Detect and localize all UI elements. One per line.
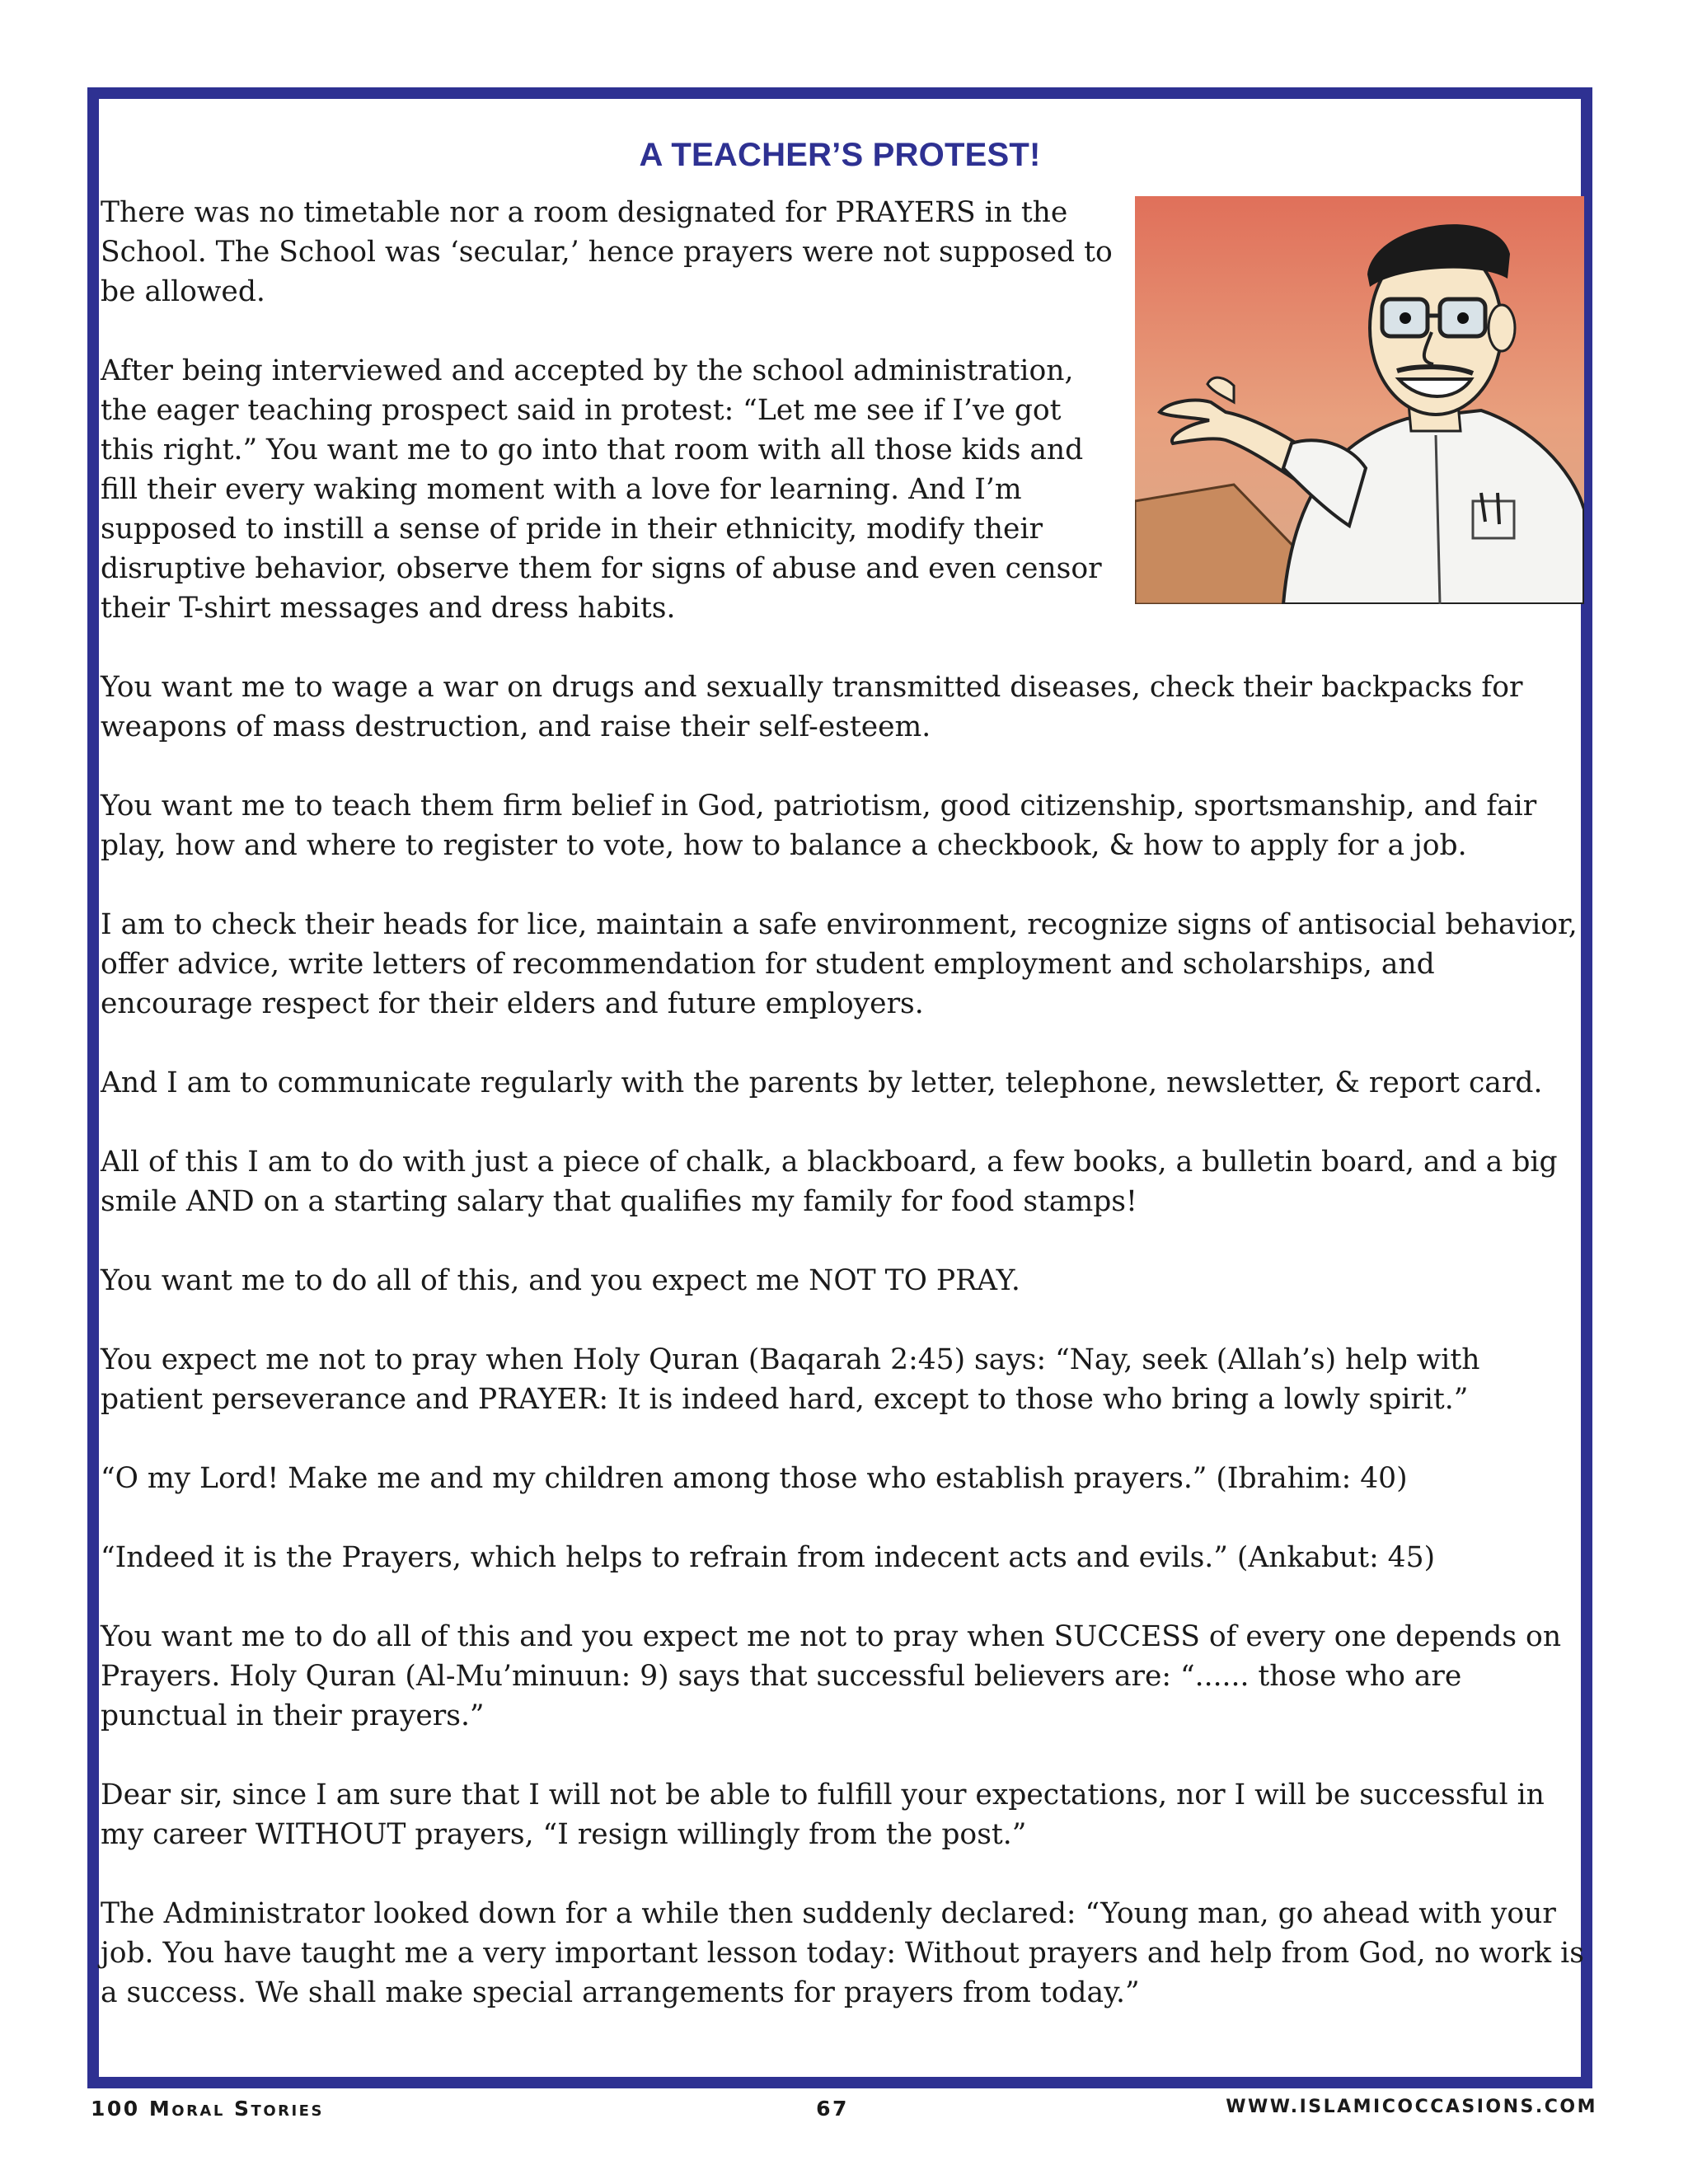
story-paragraph: “O my Lord! Make me and my children among those who establish prayers.” (Ibrahim: 40) bbox=[101, 1462, 1408, 1495]
story-body bbox=[101, 193, 1584, 2052]
page-number: 67 bbox=[816, 2097, 849, 2121]
story-paragraph: Dear sir, since I am sure that I will not be able to fulfill your expectations, nor I will be successful in my career WITHOUT prayers, “I resign willingly from the post.” bbox=[101, 1779, 1545, 1851]
footer-website: WWW.ISLAMICOCCASIONS.COM bbox=[1226, 2097, 1597, 2117]
story-paragraph: There was no timetable nor a room designated for PRAYERS in the School. The School was ‘secular,’ hence prayers were not supposed to be allowed. bbox=[101, 196, 1113, 308]
story-paragraph: You want me to do all of this, and you expect me NOT TO PRAY. bbox=[101, 1264, 1020, 1297]
page-title: A TEACHER’S PROTEST! bbox=[639, 137, 1041, 173]
footer-book-title: 100 Moral Stories bbox=[91, 2097, 324, 2121]
teacher-cartoon-icon bbox=[1135, 196, 1584, 604]
story-paragraph: You want me to wage a war on drugs and sexually transmitted diseases, check their backpacks for weapons of mass destruction, and raise their self-esteem. bbox=[101, 671, 1523, 743]
story-paragraph: The Administrator looked down for a while then suddenly declared: “Young man, go ahead with your job. You have taught me a very important lesson today: Without prayers and help from God, no work is a success. We shall make special arrangements for prayers from today.” bbox=[101, 1897, 1584, 2009]
teacher-illustration bbox=[1135, 196, 1584, 604]
story-paragraph: “Indeed it is the Prayers, which helps to refrain from indecent acts and evils.” (Ankabut: 45) bbox=[101, 1541, 1436, 1574]
story-paragraph: You want me to teach them firm belief in God, patriotism, good citizenship, sportsmanship, and fair play, how and where to register to vote, how to balance a checkbook, & how to apply for a job. bbox=[101, 790, 1537, 862]
story-paragraph: After being interviewed and accepted by the school administration, the eager teaching prospect said in protest: “Let me see if I’ve got this right.” You want me to go into that room with all those kids and fill their every waking moment with a love for learning. And I’m supposed to instill a sense of pride in their ethnicity, modify their disruptive behavior, observe them for signs of abuse and even censor their T-shirt messages and dress habits. bbox=[101, 354, 1102, 625]
story-paragraph: All of this I am to do with just a piece of chalk, a blackboard, a few books, a bulletin board, and a big smile AND on a starting salary that qualifies my family for food stamps! bbox=[101, 1146, 1558, 1218]
story-paragraph: You want me to do all of this and you expect me not to pray when SUCCESS of every one depends on Prayers. Holy Quran (Al-Mu’minuun: 9) says that successful believers are: “...... those who are punctual in their prayers.” bbox=[101, 1620, 1562, 1732]
story-paragraph: And I am to communicate regularly with the parents by letter, telephone, newsletter, & report card. bbox=[101, 1066, 1543, 1099]
story-paragraph: I am to check their heads for lice, maintain a safe environment, recognize signs of antisocial behavior, offer advice, write letters of recommendation for student employment and scholarships, and encourage respect for their elders and future employers. bbox=[101, 908, 1578, 1020]
story-paragraph: You expect me not to pray when Holy Quran (Baqarah 2:45) says: “Nay, seek (Allah’s) help with patient perseverance and PRAYER: It is indeed hard, except to those who bring a lowly spirit.” bbox=[101, 1343, 1480, 1416]
